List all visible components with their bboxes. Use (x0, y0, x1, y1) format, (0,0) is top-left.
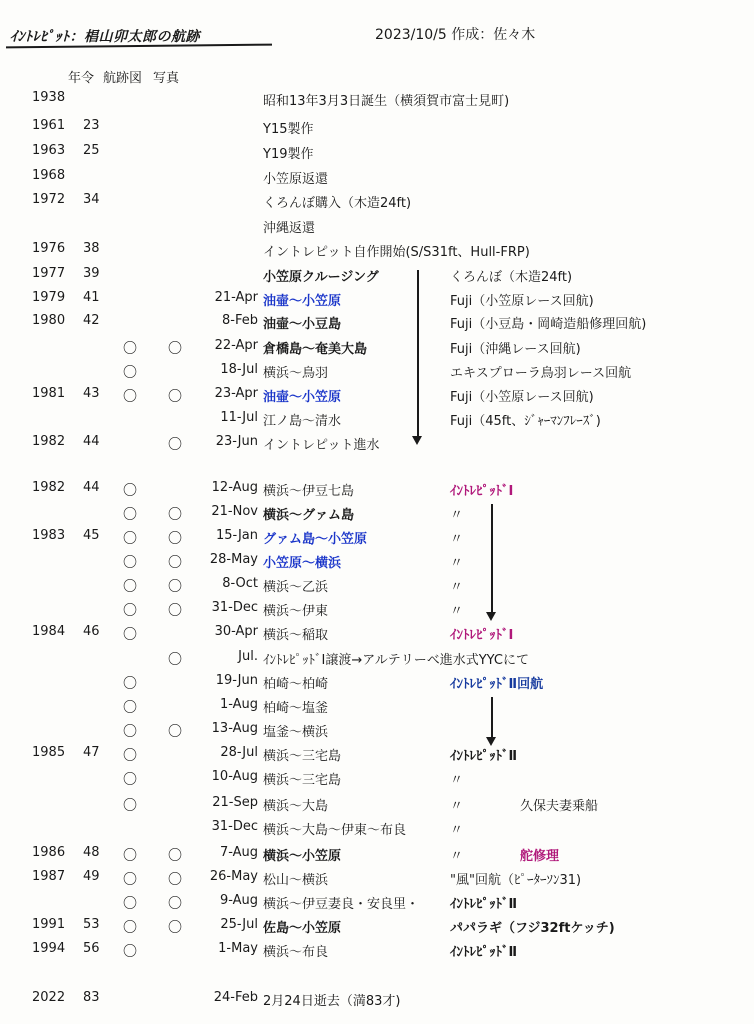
route-cell: 小笠原返還 (263, 172, 329, 187)
date-cell: 12-Aug (211, 480, 258, 495)
age-cell: 38 (83, 241, 100, 256)
table-row (0, 552, 754, 574)
arrow-head (486, 612, 496, 621)
table-row (0, 990, 754, 1012)
table-row (0, 673, 754, 695)
map-mark: 〇 (123, 507, 137, 523)
year-cell: 1968 (32, 168, 66, 183)
map-mark: 〇 (123, 483, 137, 499)
year-cell: 1985 (32, 745, 66, 760)
note-cell: Fuji（45ft、ｼﾞｬｰﾏﾝﾌﾚｰｽﾞ) (450, 414, 601, 429)
route-cell: Y15製作 (263, 122, 314, 137)
arrow-head (486, 737, 496, 746)
age-cell: 25 (83, 143, 100, 158)
note2-cell: 舵修理 (520, 849, 560, 864)
date-author: 2023/10/5 作成：佐々木 (375, 27, 536, 43)
year-cell: 1983 (32, 528, 66, 543)
year-cell: 1979 (32, 290, 66, 305)
date-cell: 21-Sep (212, 795, 258, 810)
note-cell: 〃 (450, 580, 464, 595)
table-row (0, 266, 754, 288)
route-cell: 松山～横浜 (263, 873, 329, 888)
document-title: ｲﾝﾄﾚﾋﾟｯﾄ：椙山卯太郎の航跡 (10, 29, 200, 45)
route-cell: 昭和13年3月3日誕生（横須賀市富士見町) (263, 94, 510, 109)
route-cell: 横浜～グァム島 (263, 508, 355, 523)
table-row (0, 941, 754, 963)
table-row (0, 697, 754, 719)
map-mark: 〇 (123, 627, 137, 643)
age-cell: 44 (83, 480, 100, 495)
table-row (0, 819, 754, 841)
table-row (0, 649, 754, 671)
date-cell: 30-Apr (214, 624, 258, 639)
arrow-intrepid-1 (491, 504, 493, 614)
note-cell: ｲﾝﾄﾚﾋﾟｯﾄﾞⅠ (450, 628, 514, 643)
table-row (0, 434, 754, 456)
age-cell: 48 (83, 845, 100, 860)
age-cell: 47 (83, 745, 100, 760)
header-map: 航跡図 (103, 71, 143, 86)
year-cell: 1981 (32, 386, 66, 401)
date-cell: 21-Apr (214, 290, 258, 305)
photo-mark: 〇 (168, 872, 182, 888)
table-row (0, 362, 754, 384)
photo-mark: 〇 (168, 507, 182, 523)
route-cell: 油壷～小笠原 (263, 390, 342, 405)
table-row (0, 90, 754, 112)
map-mark: 〇 (123, 365, 137, 381)
note-cell: ｲﾝﾄﾚﾋﾟｯﾄﾞⅡ (450, 945, 518, 960)
table-row (0, 118, 754, 140)
note-cell: ｲﾝﾄﾚﾋﾟｯﾄﾞⅡ回航 (450, 677, 544, 692)
note-cell: Fuji（沖縄レース回航) (450, 342, 581, 357)
route-cell: イントレピット自作開始(S/S31ft、Hull-FRP) (263, 245, 530, 260)
map-mark: 〇 (123, 341, 137, 357)
note-cell: パパラギ（フジ32ftケッチ) (450, 921, 615, 936)
date-cell: 31-Dec (211, 819, 258, 834)
map-mark: 〇 (123, 603, 137, 619)
note-cell: "風"回航（ﾋﾟｰﾀｰｿﾝ31) (450, 873, 582, 888)
note-cell: 〃 (450, 799, 464, 814)
table-row (0, 795, 754, 817)
note-cell: Fuji（小笠原レース回航) (450, 390, 594, 405)
table-row (0, 168, 754, 190)
route-cell: 塩釜～横浜 (263, 725, 329, 740)
route-cell: 横浜～三宅島 (263, 749, 342, 764)
photo-mark: 〇 (168, 920, 182, 936)
date-cell: 31-Dec (211, 600, 258, 615)
date-cell: 23-Apr (214, 386, 258, 401)
note-cell: くろんぼ（木造24ft) (450, 270, 573, 285)
photo-mark: 〇 (168, 437, 182, 453)
table-row (0, 869, 754, 891)
map-mark: 〇 (123, 772, 137, 788)
route-cell: 小笠原クルージング (263, 270, 379, 285)
year-cell: 1980 (32, 313, 66, 328)
route-cell: ｲﾝﾄﾚﾋﾟｯﾄﾞⅠ譲渡→アルテリーベ進水式YYCにて (263, 653, 529, 668)
age-cell: 34 (83, 192, 100, 207)
table-row (0, 745, 754, 767)
year-cell: 2022 (32, 990, 66, 1005)
year-cell: 1986 (32, 845, 66, 860)
map-mark: 〇 (123, 748, 137, 764)
note-cell: ｲﾝﾄﾚﾋﾟｯﾄﾞⅠ (450, 484, 514, 499)
year-cell: 1994 (32, 941, 66, 956)
header-photo: 写真 (153, 71, 180, 86)
table-row (0, 290, 754, 312)
age-cell: 45 (83, 528, 100, 543)
date-cell: 25-Jul (220, 917, 258, 932)
map-mark: 〇 (123, 798, 137, 814)
year-cell: 1938 (32, 90, 66, 105)
note-cell: ｲﾝﾄﾚﾋﾟｯﾄﾞⅡ (450, 897, 518, 912)
table-row (0, 504, 754, 526)
map-mark: 〇 (123, 724, 137, 740)
map-mark: 〇 (123, 389, 137, 405)
table-row (0, 192, 754, 214)
route-cell: 小笠原～横浜 (263, 556, 342, 571)
table-row (0, 143, 754, 165)
age-cell: 46 (83, 624, 100, 639)
date-cell: 18-Jul (220, 362, 258, 377)
table-row (0, 241, 754, 263)
route-cell: 佐島～小笠原 (263, 921, 342, 936)
date-cell: 9-Aug (219, 893, 258, 908)
photo-mark: 〇 (168, 724, 182, 740)
date-cell: 11-Jul (220, 410, 258, 425)
age-cell: 53 (83, 917, 100, 932)
year-cell: 1984 (32, 624, 66, 639)
photo-mark: 〇 (168, 341, 182, 357)
route-cell: グァム島～小笠原 (263, 532, 368, 547)
map-mark: 〇 (123, 896, 137, 912)
date-cell: 1-Aug (219, 697, 258, 712)
note-cell: Fuji（小豆島・岡崎造船修理回航) (450, 317, 647, 332)
map-mark: 〇 (123, 920, 137, 936)
photo-mark: 〇 (168, 531, 182, 547)
age-cell: 39 (83, 266, 100, 281)
map-mark: 〇 (123, 579, 137, 595)
age-cell: 43 (83, 386, 100, 401)
route-cell: 2月24日逝去（満83才) (263, 994, 401, 1009)
note-cell: 〃 (450, 849, 464, 864)
photo-mark: 〇 (168, 579, 182, 595)
date-cell: 22-Apr (214, 338, 258, 353)
route-cell: 横浜～小笠原 (263, 849, 342, 864)
note-cell: ｲﾝﾄﾚﾋﾟｯﾄﾞⅡ (450, 749, 518, 764)
route-cell: 横浜～布良 (263, 945, 329, 960)
photo-mark: 〇 (168, 848, 182, 864)
year-cell: 1987 (32, 869, 66, 884)
map-mark: 〇 (123, 555, 137, 571)
age-cell: 23 (83, 118, 100, 133)
arrow-head (412, 436, 422, 445)
route-cell: 横浜～大島～伊東～布良 (263, 823, 407, 838)
year-cell: 1963 (32, 143, 66, 158)
note-cell: 〃 (450, 532, 464, 547)
date-cell: 10-Aug (211, 769, 258, 784)
date-cell: 19-Jun (215, 673, 258, 688)
route-cell: 横浜～伊豆七島 (263, 484, 355, 499)
table-row (0, 386, 754, 408)
arrow-intrepid-2 (491, 697, 493, 739)
note-cell: 〃 (450, 823, 464, 838)
age-cell: 56 (83, 941, 100, 956)
photo-mark: 〇 (168, 555, 182, 571)
table-row (0, 338, 754, 360)
date-cell: 28-Jul (220, 745, 258, 760)
route-cell: 柏崎～塩釜 (263, 701, 329, 716)
note-cell: 〃 (450, 556, 464, 571)
table-row (0, 576, 754, 598)
date-cell: 8-Feb (222, 313, 258, 328)
table-row (0, 917, 754, 939)
table-row (0, 600, 754, 622)
date-cell: 8-Oct (222, 576, 258, 591)
route-cell: 油壷～小笠原 (263, 294, 342, 309)
route-cell: Y19製作 (263, 147, 314, 162)
note-cell: 〃 (450, 508, 464, 523)
table-row (0, 480, 754, 502)
table-row (0, 528, 754, 550)
date-cell: 28-May (209, 552, 258, 567)
table-row (0, 769, 754, 791)
age-cell: 83 (83, 990, 100, 1005)
date-cell: 24-Feb (213, 990, 258, 1005)
header-age: 年令 (68, 71, 95, 86)
route-cell: 江ノ島～清水 (263, 414, 342, 429)
map-mark: 〇 (123, 848, 137, 864)
map-mark: 〇 (123, 944, 137, 960)
age-cell: 42 (83, 313, 100, 328)
table-row (0, 410, 754, 432)
date-cell: 26-May (209, 869, 258, 884)
note-cell: エキスプローラ鳥羽レース回航 (450, 366, 632, 381)
photo-mark: 〇 (168, 652, 182, 668)
route-cell: 横浜～大島 (263, 799, 329, 814)
route-cell: 横浜～三宅島 (263, 773, 342, 788)
date-cell: 23-Jun (215, 434, 258, 449)
note-cell: 〃 (450, 604, 464, 619)
note-cell: 〃 (450, 773, 464, 788)
age-cell: 44 (83, 434, 100, 449)
route-cell: 柏崎～柏崎 (263, 677, 329, 692)
year-cell: 1982 (32, 434, 66, 449)
photo-mark: 〇 (168, 389, 182, 405)
arrow-kuronbo-fuji (417, 270, 419, 438)
route-cell: イントレピット進水 (263, 438, 380, 453)
year-cell: 1976 (32, 241, 66, 256)
table-row (0, 313, 754, 335)
table-row (0, 845, 754, 867)
year-cell: 1982 (32, 480, 66, 495)
map-mark: 〇 (123, 700, 137, 716)
date-cell: 7-Aug (219, 845, 258, 860)
date-cell: 13-Aug (211, 721, 258, 736)
route-cell: 横浜～伊豆妻良・安良里・ (263, 897, 420, 912)
table-row (0, 721, 754, 743)
year-cell: 1977 (32, 266, 66, 281)
photo-mark: 〇 (168, 896, 182, 912)
table-row (0, 893, 754, 915)
route-cell: 横浜～鳥羽 (263, 366, 329, 381)
route-cell: 倉橋島～奄美大島 (263, 342, 368, 357)
year-cell: 1972 (32, 192, 66, 207)
route-cell: 横浜～稲取 (263, 628, 329, 643)
age-cell: 49 (83, 869, 100, 884)
map-mark: 〇 (123, 531, 137, 547)
date-cell: 21-Nov (211, 504, 258, 519)
map-mark: 〇 (123, 676, 137, 692)
route-cell: くろんぼ購入（木造24ft) (263, 196, 412, 211)
table-row (0, 217, 754, 239)
date-cell: Jul. (238, 649, 258, 664)
route-cell: 沖縄返還 (263, 221, 316, 236)
map-mark: 〇 (123, 872, 137, 888)
route-cell: 横浜～伊東 (263, 604, 329, 619)
photo-mark: 〇 (168, 603, 182, 619)
year-cell: 1961 (32, 118, 66, 133)
route-cell: 油壷～小豆島 (263, 317, 342, 332)
age-cell: 41 (83, 290, 100, 305)
note-cell: Fuji（小笠原レース回航) (450, 294, 594, 309)
year-cell: 1991 (32, 917, 66, 932)
date-cell: 15-Jan (216, 528, 258, 543)
route-cell: 横浜～乙浜 (263, 580, 329, 595)
note2-cell: 久保夫妻乗船 (520, 799, 599, 814)
date-cell: 1-May (218, 941, 258, 956)
table-row (0, 624, 754, 646)
